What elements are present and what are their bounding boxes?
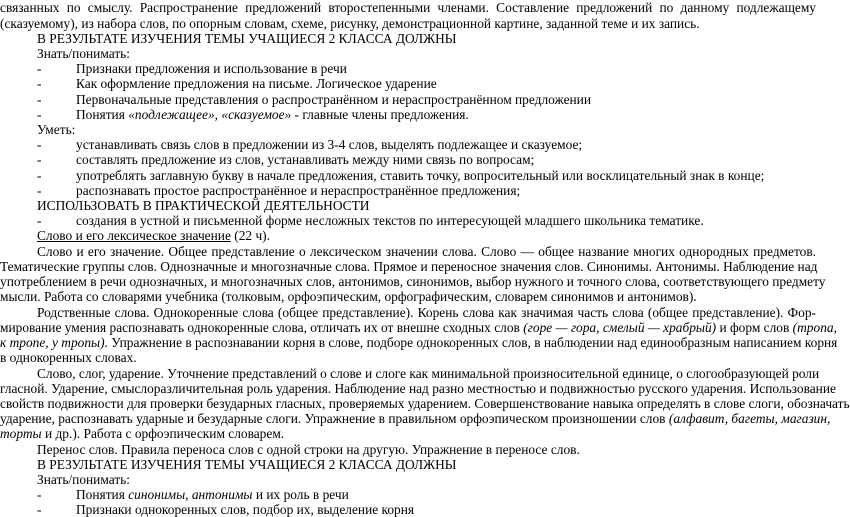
list-item: употреблять заглавную букву в начале предложения, ставить точку, вопросительный или восклицательный знак в конце; xyxy=(76,168,765,183)
subheading: Уметь: xyxy=(37,122,76,137)
paragraph-line: Перенос слов. Правила переноса слов с одной строки на другую. Упражнение в переносе слов. xyxy=(37,442,580,457)
section-heading: ИСПОЛЬЗОВАТЬ В ПРАКТИЧЕСКОЙ ДЕЯТЕЛЬНОСТИ xyxy=(37,198,370,213)
paragraph-line: Слово, слог, ударение. Уточнение представлений о слове и слоге как минимальной произносительной единице, о слогообразующей роли xyxy=(37,366,820,381)
paragraph-line: Тематические группы слов. Однозначные и многозначные слова. Прямое и переносное значения слов. Синонимы. Антонимы. Наблюдение над xyxy=(0,259,818,274)
paragraph-line: мысли. Работа со словарями учебника (толковым, орфоэпическим, орфографическим, словарем синонимов и антонимов). xyxy=(0,289,697,304)
bullet-dash: - xyxy=(37,502,42,517)
bullet-dash: - xyxy=(37,107,42,122)
paragraph-line: в однокоренных словах. xyxy=(0,350,137,365)
paragraph-line: ударение, распознавать ударные и безударные слоги. Упражнение в правильном орфоэпическом произношении слов (алфавит, багеты, магазин, xyxy=(0,411,831,426)
list-item: Признаки предложения и использование в речи xyxy=(76,61,347,76)
paragraph-line: свойств подвижности для проверки безударных гласных, проверяемых ударением. Совершенствование навыка определять в слове слоги, обозначать xyxy=(0,396,850,411)
bullet-dash: - xyxy=(37,183,42,198)
list-item: Как оформление предложения на письме. Логическое ударение xyxy=(76,76,437,91)
list-item: распознавать простое распространённое и нераспространённое предложения; xyxy=(76,183,521,198)
bullet-dash: - xyxy=(37,137,42,152)
list-item: Понятия «подлежащее», «сказуемое» - главные члены предложения. xyxy=(76,107,469,122)
section-heading: В РЕЗУЛЬТАТЕ ИЗУЧЕНИЯ ТЕМЫ УЧАЩИЕСЯ 2 КЛАССА ДОЛЖНЫ xyxy=(37,31,457,46)
paragraph-line: употреблением в речи однозначных, и многозначных слов, антонимов, синонимов, выбор нужного и точного слова, соответствующего предмету xyxy=(0,274,826,289)
list-item: устанавливать связь слов в предложении из 3-4 слов, выделять подлежащее и сказуемое; xyxy=(76,137,583,152)
paragraph-line: торты и др.). Работа с орфоэпическим словарем. xyxy=(0,426,285,441)
bullet-dash: - xyxy=(37,213,42,228)
section-title: Слово и его лексическое значение (22 ч). xyxy=(37,228,270,243)
paragraph-line: гласной. Ударение, смыслоразличительная роль ударения. Наблюдение над разно местностью и подвижностью русского ударения. Использование xyxy=(0,381,836,396)
paragraph-line: мирование умения распознавать однокоренные слова, отличать их от внешне сходных слов (горе — гора, смелый — храбрый) и форм слов (тропа, xyxy=(0,320,837,335)
list-item: создания в устной и письменной форме несложных текстов по интересующей младшего школьника тематике. xyxy=(76,213,704,228)
bullet-dash: - xyxy=(37,76,42,91)
subheading: Знать/понимать: xyxy=(37,472,131,487)
list-item: составлять предложение из слов, устанавливать между ними связь по вопросам; xyxy=(76,152,535,167)
section-heading: В РЕЗУЛЬТАТЕ ИЗУЧЕНИЯ ТЕМЫ УЧАЩИЕСЯ 2 КЛАССА ДОЛЖНЫ xyxy=(37,457,457,472)
paragraph-line: к тропе, у тропы). Упражнение в распознавании корня в слове, подборе однокоренных слов, в наблюдении над единообразным написанием корня xyxy=(0,335,838,350)
subheading: Знать/понимать: xyxy=(37,46,131,61)
paragraph-line: Родственные слова. Однокоренные слова (общее представление). Корень слова как значимая часть слова (общее представление). Фор- xyxy=(37,305,816,320)
paragraph-line: Слово и его значение. Общее представление о лексическом значении слова. Слово — общее название многих однородных предметов. xyxy=(37,244,816,259)
text-line: связанных по смыслу. Распространение предложений второстепенными членами. Составление предложений по данному подлежащему xyxy=(0,0,816,15)
bullet-dash: - xyxy=(37,92,42,107)
list-item: Понятия синонимы, антонимы и их роль в речи xyxy=(76,487,349,502)
bullet-dash: - xyxy=(37,152,42,167)
list-item: Первоначальные представления о распространённом и нераспространённом предложении xyxy=(76,92,592,107)
bullet-dash: - xyxy=(37,168,42,183)
list-item: Признаки однокоренных слов, подбор их, выделение корня xyxy=(76,502,415,517)
bullet-dash: - xyxy=(37,61,42,76)
bullet-dash: - xyxy=(37,487,42,502)
text-line: (сказуемому), из набора слов, по опорным словам, схеме, рисунку, демонстрационной картине, заданной теме и их запись. xyxy=(0,16,700,31)
